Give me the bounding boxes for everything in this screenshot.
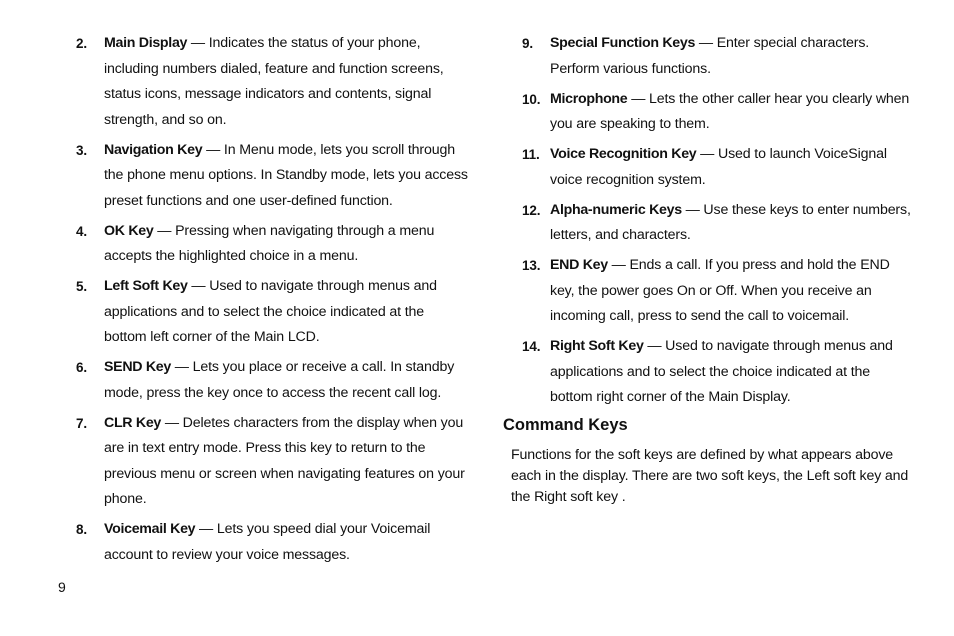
item-number: 5. xyxy=(76,279,87,294)
item-number: 8. xyxy=(76,522,87,537)
right-column xyxy=(522,31,914,415)
item-description: — Pressing when navigating through a menu accepts the highlighted choice in a menu. xyxy=(104,222,435,264)
list-item xyxy=(522,31,914,82)
item-number: 12. xyxy=(522,202,541,218)
page-number: 9 xyxy=(58,579,66,595)
list-item xyxy=(76,138,468,215)
section-body: Functions for the soft keys are defined by what appears above each in the display. There are two soft keys, the Left soft key and the Right soft key . xyxy=(511,447,909,505)
item-description: — Used to navigate through menus and applications and to select the choice indicated at the bottom left corner of the Main LCD. xyxy=(104,278,437,345)
item-term: Alpha-numeric Keys xyxy=(550,201,682,218)
list-item xyxy=(522,142,914,193)
item-description: — Lets you speed dial your Voicemail account to review your voice messages. xyxy=(104,521,431,563)
item-number: 3. xyxy=(76,142,87,158)
item-term: Voice Recognition Key xyxy=(550,146,697,162)
item-term: END Key xyxy=(550,257,608,273)
list-item xyxy=(522,253,914,330)
item-number: 9. xyxy=(522,36,533,51)
item-number: 13. xyxy=(522,258,541,273)
item-description: — In Menu mode, lets you scroll through the phone menu options. In Standby mode, lets you access preset functions and one user-defined function. xyxy=(104,141,468,209)
left-column xyxy=(76,31,468,573)
item-description: — Use these keys to enter numbers, letters, and characters. xyxy=(550,201,911,243)
item-term: Voicemail Key xyxy=(104,521,196,537)
item-term: SEND Key xyxy=(104,359,171,375)
list-item xyxy=(76,411,468,513)
list-item xyxy=(76,274,468,351)
item-term: Main Display xyxy=(104,35,188,51)
item-term: Special Function Keys xyxy=(550,35,696,51)
list-item xyxy=(76,355,468,406)
list-item xyxy=(522,198,914,249)
list-item xyxy=(76,219,468,270)
item-number: 10. xyxy=(522,91,541,107)
item-number: 7. xyxy=(76,415,87,431)
item-term: Microphone xyxy=(550,90,628,107)
list-item xyxy=(76,517,468,568)
item-number: 4. xyxy=(76,223,87,239)
list-item xyxy=(522,334,914,411)
item-description: — Used to launch VoiceSignal voice recognition system. xyxy=(550,146,887,188)
item-description: — Deletes characters from the display when you are in text entry mode. Press this key to return to the previous menu or screen when navigating features on your phone. xyxy=(104,414,465,507)
item-number: 2. xyxy=(76,36,87,51)
list-item xyxy=(76,31,468,133)
list-item xyxy=(522,87,914,138)
item-number: 6. xyxy=(76,360,87,375)
item-number: 11. xyxy=(522,147,540,162)
item-description: — Enter special characters. Perform various functions. xyxy=(550,35,870,77)
item-term: OK Key xyxy=(104,222,154,239)
item-description: — Lets the other caller hear you clearly when you are speaking to them. xyxy=(550,90,910,132)
item-description: — Used to navigate through menus and applications and to select the choice indicated at the bottom right corner of the Main Display. xyxy=(550,338,893,405)
item-description: — Indicates the status of your phone, including numbers dialed, feature and function screens, status icons, message indicators and contents, signal strength, and so on. xyxy=(104,35,444,128)
item-term: Navigation Key xyxy=(104,141,203,158)
item-term: Left Soft Key xyxy=(104,278,188,294)
item-term: Right Soft Key xyxy=(550,338,644,354)
item-number: 14. xyxy=(522,339,541,354)
item-term: CLR Key xyxy=(104,414,162,431)
section-heading: Command Keys xyxy=(503,416,628,434)
item-description: — Ends a call. If you press and hold the END key, the power goes On or Off. When you receive an incoming call, press to send the call to voicemail. xyxy=(550,257,890,324)
item-description: — Lets you place or receive a call. In standby mode, press the key once to access the recent call log. xyxy=(104,359,455,401)
